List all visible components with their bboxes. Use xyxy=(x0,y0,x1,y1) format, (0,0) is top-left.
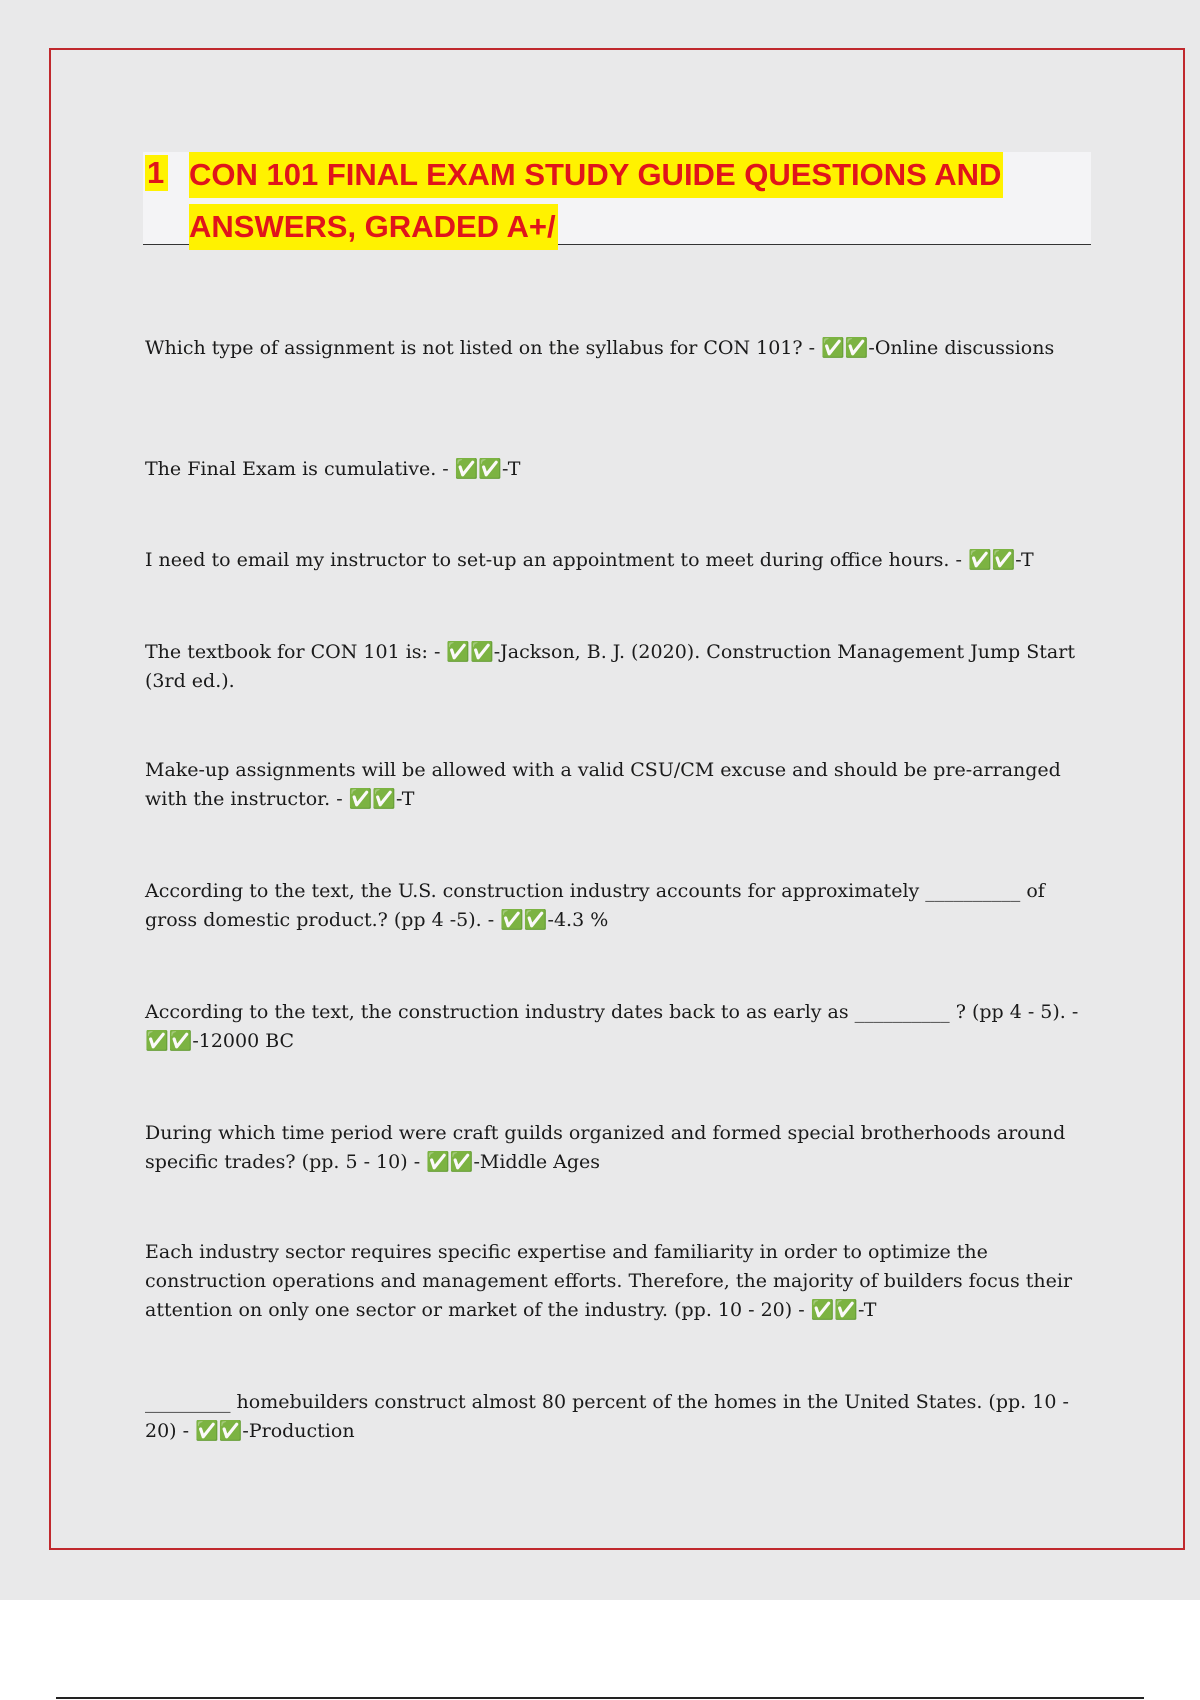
title-line-1: CON 101 FINAL EXAM STUDY GUIDE QUESTIONS AND xyxy=(189,152,1003,198)
qa-item: Each industry sector requires specific expertise and familiarity in order to optimize the construction operations and management efforts. Therefore, the majority of builders focus their attention on only one sector or market of the industry. (pp. 10 - 20) - ✅✅-T xyxy=(145,1241,1073,1321)
document-title xyxy=(189,152,1009,256)
qa-item: According to the text, the construction industry dates back to as early as __________ ? (pp 4 - 5). - ✅✅-12000 BC xyxy=(145,1001,1079,1052)
qa-item: During which time period were craft guilds organized and formed special brotherhoods around specific trades? (pp. 5 - 10) - ✅✅-Middle Ages xyxy=(145,1122,1066,1173)
qa-item: _________ homebuilders construct almost 80 percent of the homes in the United States. (pp. 10 - 20) - ✅✅-Production xyxy=(145,1391,1069,1442)
qa-item: The textbook for CON 101 is: - ✅✅-Jackson, B. J. (2020). Construction Management Jump Start (3rd ed.). xyxy=(145,641,1075,692)
footer-rule xyxy=(56,1697,1144,1699)
qa-item: The Final Exam is cumulative. - ✅✅-T xyxy=(145,458,521,480)
qa-item: According to the text, the U.S. construction industry accounts for approximately __________ of gross domestic product.? (pp 4 -5). - ✅✅-4.3 % xyxy=(145,880,1045,931)
title-line-2: ANSWERS, GRADED A+/ xyxy=(189,204,558,250)
qa-item: I need to email my instructor to set-up an appointment to meet during office hours. - ✅✅-T xyxy=(145,549,1034,571)
qa-item: Which type of assignment is not listed on the syllabus for CON 101? - ✅✅-Online discussions xyxy=(145,337,1055,359)
heading-number: 1 xyxy=(145,155,168,191)
qa-item: Make-up assignments will be allowed with a valid CSU/CM excuse and should be pre-arranged with the instructor. - ✅✅-T xyxy=(145,759,1061,810)
